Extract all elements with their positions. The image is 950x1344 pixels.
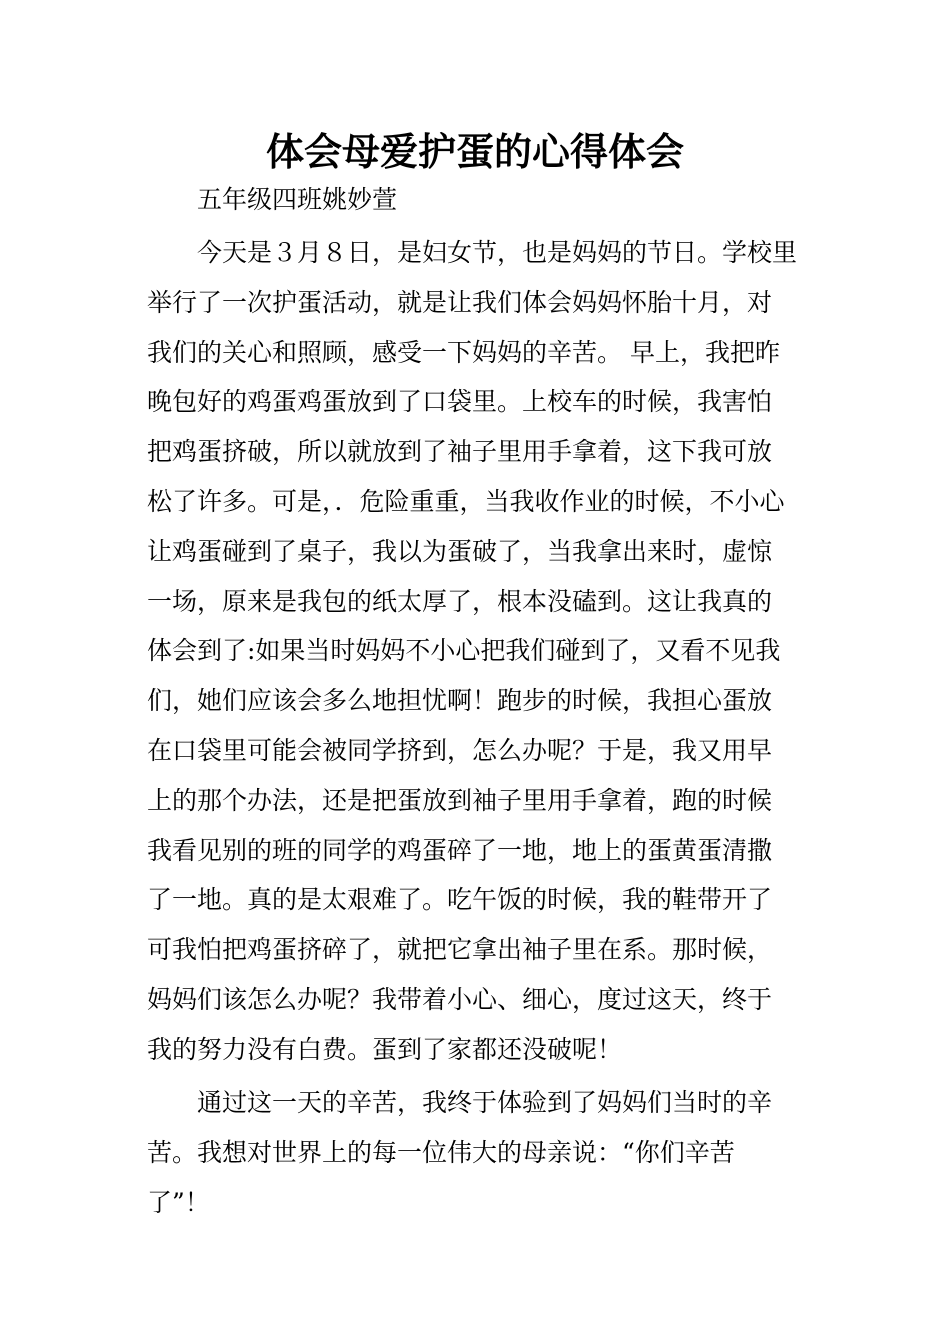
text-line: 通过这一天的辛苦，我终于体验到了妈妈们当时的辛 bbox=[197, 1088, 773, 1117]
text-line: 了”！ bbox=[147, 1187, 210, 1217]
text-line: 我的努力没有白费。蛋到了家都还没破呢！ bbox=[147, 1034, 623, 1064]
text-line: 妈妈们该怎么办呢？我带着小心、细心，度过这天，终于 bbox=[147, 984, 773, 1014]
text-line: 一场，原来是我包的纸太厚了，根本没磕到。这让我真的 bbox=[147, 586, 773, 616]
text-line: 把鸡蛋挤破，所以就放到了袖子里用手拿着，这下我可放 bbox=[147, 437, 773, 467]
paragraph-2 bbox=[147, 1078, 805, 1227]
document-title: 体会母爱护蛋的心得体会 bbox=[265, 129, 684, 174]
text-line: 举行了一次护蛋活动，就是让我们体会妈妈怀胎十月，对 bbox=[147, 287, 773, 317]
text-line: 可我怕把鸡蛋挤碎了，就把它拿出袖子里在系。那时候， bbox=[147, 935, 773, 965]
text-line: 苦。我想对世界上的每一位伟大的母亲说：“你们辛苦 bbox=[147, 1137, 735, 1167]
text-line: 晚包好的鸡蛋鸡蛋放到了口袋里。上校车的时候，我害怕 bbox=[147, 387, 773, 417]
text-line: 体会到了:如果当时妈妈不小心把我们碰到了，又看不见我 bbox=[147, 636, 781, 666]
text-line: 我们的关心和照顾，感受一下妈妈的辛苦。 早上，我把昨 bbox=[147, 337, 780, 367]
text-line: 松了许多。可是，．危险重重，当我收作业的时候，不小心 bbox=[147, 486, 785, 516]
text-line: 了一地。真的是太艰难了。吃午饭的时候，我的鞋带开了 bbox=[147, 885, 773, 915]
text-line: 们，她们应该会多么地担忧啊！跑步的时候，我担心蛋放 bbox=[147, 686, 773, 716]
text-line: 我看见别的班的同学的鸡蛋碎了一地，地上的蛋黄蛋清撒 bbox=[147, 835, 773, 865]
paragraph-1 bbox=[147, 228, 805, 1075]
text-line: 今天是３月８日，是妇女节，也是妈妈的节日。学校里 bbox=[197, 238, 798, 267]
text-line: 让鸡蛋碰到了桌子，我以为蛋破了，当我拿出来时，虚惊 bbox=[147, 536, 773, 566]
author-line: 五年级四班姚妙萱 bbox=[197, 185, 398, 214]
text-line: 上的那个办法，还是把蛋放到袖子里用手拿着，跑的时候 bbox=[147, 785, 773, 815]
text-line: 在口袋里可能会被同学挤到，怎么办呢？于是，我又用早 bbox=[147, 735, 773, 765]
